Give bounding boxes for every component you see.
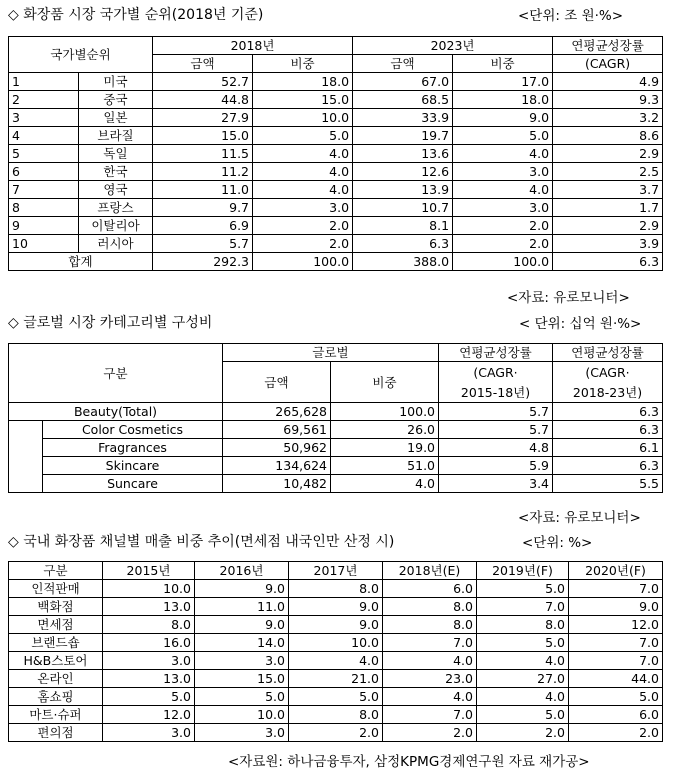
channel-row bbox=[9, 688, 663, 706]
s23-cell: 4.0 bbox=[453, 181, 553, 199]
beauty-total-cagr1: 5.7 bbox=[439, 403, 553, 421]
value-cell: 9.0 bbox=[289, 616, 383, 634]
share-cell: 4.0 bbox=[331, 475, 439, 493]
channel-share-table bbox=[8, 561, 663, 742]
value-cell: 8.0 bbox=[383, 598, 477, 616]
value-cell: 11.0 bbox=[195, 598, 289, 616]
cagr2-cell: 5.5 bbox=[553, 475, 663, 493]
total-a23: 388.0 bbox=[353, 253, 453, 271]
value-cell: 5.0 bbox=[195, 688, 289, 706]
country-ranking-table bbox=[8, 36, 663, 271]
header-cell: 2018년(E) bbox=[383, 562, 477, 580]
category-label: Fragrances bbox=[43, 439, 223, 457]
a18-cell: 11.0 bbox=[153, 181, 253, 199]
table3-header-row bbox=[9, 562, 663, 580]
country-row bbox=[9, 127, 663, 145]
channel-row bbox=[9, 652, 663, 670]
share-cell: 51.0 bbox=[331, 457, 439, 475]
s18-cell: 4.0 bbox=[253, 145, 353, 163]
category-label: Color Cosmetics bbox=[43, 421, 223, 439]
a23-cell: 33.9 bbox=[353, 109, 453, 127]
value-cell: 9.0 bbox=[195, 616, 289, 634]
value-cell: 5.0 bbox=[103, 688, 195, 706]
s23-cell: 18.0 bbox=[453, 91, 553, 109]
rank-cell: 6 bbox=[9, 163, 79, 181]
section2-source: <자료: 유로모니터> bbox=[518, 510, 641, 526]
header-2018: 2018년 bbox=[153, 37, 353, 55]
header-amount-2018: 금액 bbox=[153, 55, 253, 73]
header-cagr: 연평균성장률 bbox=[553, 37, 663, 55]
value-cell: 10.0 bbox=[195, 706, 289, 724]
a23-cell: 8.1 bbox=[353, 217, 453, 235]
channel-label: 백화점 bbox=[9, 598, 103, 616]
country-cell: 독일 bbox=[79, 145, 153, 163]
channel-row bbox=[9, 724, 663, 742]
amount-cell: 10,482 bbox=[223, 475, 331, 493]
header-share: 비중 bbox=[331, 362, 439, 403]
country-row bbox=[9, 217, 663, 235]
country-cell: 일본 bbox=[79, 109, 153, 127]
table2-total-row bbox=[9, 403, 663, 421]
value-cell: 2.0 bbox=[569, 724, 663, 742]
value-cell: 4.0 bbox=[289, 652, 383, 670]
value-cell: 21.0 bbox=[289, 670, 383, 688]
channel-label: 면세점 bbox=[9, 616, 103, 634]
country-row bbox=[9, 163, 663, 181]
channel-label: 마트·슈퍼 bbox=[9, 706, 103, 724]
cagr-cell: 4.9 bbox=[553, 73, 663, 91]
value-cell: 2.0 bbox=[383, 724, 477, 742]
s23-cell: 5.0 bbox=[453, 127, 553, 145]
s18-cell: 4.0 bbox=[253, 163, 353, 181]
value-cell: 5.0 bbox=[477, 580, 569, 598]
cagr1-cell: 3.4 bbox=[439, 475, 553, 493]
s23-cell: 4.0 bbox=[453, 145, 553, 163]
total-s18: 100.0 bbox=[253, 253, 353, 271]
total-a18: 292.3 bbox=[153, 253, 253, 271]
value-cell: 5.0 bbox=[569, 688, 663, 706]
indent-cell bbox=[9, 439, 43, 457]
a18-cell: 5.7 bbox=[153, 235, 253, 253]
total-s23: 100.0 bbox=[453, 253, 553, 271]
header-cagr-sub: (CAGR) bbox=[553, 55, 663, 73]
value-cell: 4.0 bbox=[383, 652, 477, 670]
country-row bbox=[9, 199, 663, 217]
value-cell: 15.0 bbox=[195, 670, 289, 688]
s23-cell: 3.0 bbox=[453, 199, 553, 217]
s23-cell: 2.0 bbox=[453, 235, 553, 253]
a23-cell: 10.7 bbox=[353, 199, 453, 217]
country-row bbox=[9, 73, 663, 91]
section3-title: ◇ 국내 화장품 채널별 매출 비중 추이(면세점 내국인만 산정 시) bbox=[8, 534, 395, 550]
channel-row bbox=[9, 598, 663, 616]
header-category: 구분 bbox=[9, 344, 223, 403]
country-cell: 브라질 bbox=[79, 127, 153, 145]
beauty-total-amount: 265,628 bbox=[223, 403, 331, 421]
country-row bbox=[9, 145, 663, 163]
section2-title: ◇ 글로벌 시장 카테고리별 구성비 bbox=[8, 315, 213, 331]
a18-cell: 11.2 bbox=[153, 163, 253, 181]
s18-cell: 18.0 bbox=[253, 73, 353, 91]
category-table bbox=[8, 343, 663, 493]
s18-cell: 3.0 bbox=[253, 199, 353, 217]
a18-cell: 11.5 bbox=[153, 145, 253, 163]
country-cell: 한국 bbox=[79, 163, 153, 181]
header-cell: 2019년(F) bbox=[477, 562, 569, 580]
cagr1-cell: 5.7 bbox=[439, 421, 553, 439]
value-cell: 13.0 bbox=[103, 670, 195, 688]
value-cell: 7.0 bbox=[383, 634, 477, 652]
a23-cell: 6.3 bbox=[353, 235, 453, 253]
country-cell: 중국 bbox=[79, 91, 153, 109]
category-row bbox=[9, 475, 663, 493]
s23-cell: 3.0 bbox=[453, 163, 553, 181]
section1-source: <자료: 유로모니터> bbox=[507, 290, 630, 306]
value-cell: 10.0 bbox=[103, 580, 195, 598]
value-cell: 44.0 bbox=[569, 670, 663, 688]
table1-total-row bbox=[9, 253, 663, 271]
country-cell: 미국 bbox=[79, 73, 153, 91]
value-cell: 9.0 bbox=[195, 580, 289, 598]
cagr-cell: 2.9 bbox=[553, 145, 663, 163]
share-cell: 19.0 bbox=[331, 439, 439, 457]
value-cell: 3.0 bbox=[103, 652, 195, 670]
cagr2-cell: 6.1 bbox=[553, 439, 663, 457]
a18-cell: 6.9 bbox=[153, 217, 253, 235]
cagr1-cell: 4.8 bbox=[439, 439, 553, 457]
section2-unit: < 단위: 십억 원·%> bbox=[519, 316, 642, 332]
cagr-cell: 2.5 bbox=[553, 163, 663, 181]
value-cell: 4.0 bbox=[477, 652, 569, 670]
header-cagr2-l1: 연평균성장률 bbox=[553, 344, 663, 362]
header-amount-2023: 금액 bbox=[353, 55, 453, 73]
rank-cell: 3 bbox=[9, 109, 79, 127]
value-cell: 14.0 bbox=[195, 634, 289, 652]
header-cell: 2015년 bbox=[103, 562, 195, 580]
header-cagr2-l3: 2018-23년) bbox=[553, 382, 663, 403]
a23-cell: 13.9 bbox=[353, 181, 453, 199]
country-row bbox=[9, 181, 663, 199]
rank-cell: 4 bbox=[9, 127, 79, 145]
section1-unit: <단위: 조 원·%> bbox=[518, 8, 624, 24]
header-cagr1-l3: 2015-18년) bbox=[439, 382, 553, 403]
value-cell: 8.0 bbox=[383, 616, 477, 634]
cagr2-cell: 6.3 bbox=[553, 421, 663, 439]
rank-cell: 5 bbox=[9, 145, 79, 163]
table1-header-row-1 bbox=[9, 37, 663, 55]
indent-cell bbox=[9, 421, 43, 439]
section3-source: <자료원: 하나금융투자, 삼정KPMG경제연구원 자료 재가공> bbox=[228, 754, 590, 770]
cagr1-cell: 5.9 bbox=[439, 457, 553, 475]
s18-cell: 5.0 bbox=[253, 127, 353, 145]
total-label: 합계 bbox=[9, 253, 153, 271]
value-cell: 8.0 bbox=[103, 616, 195, 634]
value-cell: 12.0 bbox=[103, 706, 195, 724]
a18-cell: 9.7 bbox=[153, 199, 253, 217]
value-cell: 9.0 bbox=[289, 598, 383, 616]
rank-cell: 9 bbox=[9, 217, 79, 235]
cagr-cell: 2.9 bbox=[553, 217, 663, 235]
header-cell: 구분 bbox=[9, 562, 103, 580]
amount-cell: 134,624 bbox=[223, 457, 331, 475]
s23-cell: 17.0 bbox=[453, 73, 553, 91]
channel-row bbox=[9, 670, 663, 688]
header-cell: 2016년 bbox=[195, 562, 289, 580]
indent-cell bbox=[9, 457, 43, 475]
a23-cell: 67.0 bbox=[353, 73, 453, 91]
cagr-cell: 3.2 bbox=[553, 109, 663, 127]
a18-cell: 52.7 bbox=[153, 73, 253, 91]
channel-row bbox=[9, 706, 663, 724]
value-cell: 3.0 bbox=[103, 724, 195, 742]
channel-label: 인적판매 bbox=[9, 580, 103, 598]
a23-cell: 19.7 bbox=[353, 127, 453, 145]
header-cagr1-l1: 연평균성장률 bbox=[439, 344, 553, 362]
header-rank-country: 국가별순위 bbox=[9, 37, 153, 73]
s18-cell: 15.0 bbox=[253, 91, 353, 109]
a23-cell: 12.6 bbox=[353, 163, 453, 181]
category-row bbox=[9, 439, 663, 457]
beauty-total-cagr2: 6.3 bbox=[553, 403, 663, 421]
value-cell: 8.0 bbox=[289, 706, 383, 724]
section3-unit: <단위: %> bbox=[522, 535, 593, 551]
rank-cell: 2 bbox=[9, 91, 79, 109]
amount-cell: 50,962 bbox=[223, 439, 331, 457]
a18-cell: 44.8 bbox=[153, 91, 253, 109]
value-cell: 6.0 bbox=[569, 706, 663, 724]
cagr-cell: 8.6 bbox=[553, 127, 663, 145]
indent-cell bbox=[9, 475, 43, 493]
rank-cell: 10 bbox=[9, 235, 79, 253]
value-cell: 12.0 bbox=[569, 616, 663, 634]
header-cagr2-l2: (CAGR· bbox=[553, 362, 663, 383]
country-cell: 영국 bbox=[79, 181, 153, 199]
cagr-cell: 9.3 bbox=[553, 91, 663, 109]
channel-label: 편의점 bbox=[9, 724, 103, 742]
value-cell: 5.0 bbox=[289, 688, 383, 706]
value-cell: 2.0 bbox=[289, 724, 383, 742]
channel-row bbox=[9, 616, 663, 634]
a23-cell: 13.6 bbox=[353, 145, 453, 163]
beauty-total-share: 100.0 bbox=[331, 403, 439, 421]
value-cell: 5.0 bbox=[477, 634, 569, 652]
s18-cell: 2.0 bbox=[253, 217, 353, 235]
value-cell: 2.0 bbox=[477, 724, 569, 742]
category-label: Suncare bbox=[43, 475, 223, 493]
channel-row bbox=[9, 580, 663, 598]
category-row bbox=[9, 457, 663, 475]
value-cell: 7.0 bbox=[477, 598, 569, 616]
value-cell: 7.0 bbox=[383, 706, 477, 724]
value-cell: 4.0 bbox=[477, 688, 569, 706]
s18-cell: 4.0 bbox=[253, 181, 353, 199]
value-cell: 16.0 bbox=[103, 634, 195, 652]
value-cell: 8.0 bbox=[289, 580, 383, 598]
country-cell: 프랑스 bbox=[79, 199, 153, 217]
header-global: 글로벌 bbox=[223, 344, 439, 362]
country-row bbox=[9, 91, 663, 109]
channel-label: 브랜드숍 bbox=[9, 634, 103, 652]
a18-cell: 15.0 bbox=[153, 127, 253, 145]
value-cell: 9.0 bbox=[569, 598, 663, 616]
header-cell: 2017년 bbox=[289, 562, 383, 580]
cagr-cell: 3.7 bbox=[553, 181, 663, 199]
amount-cell: 69,561 bbox=[223, 421, 331, 439]
channel-label: H&B스토어 bbox=[9, 652, 103, 670]
cagr-cell: 3.9 bbox=[553, 235, 663, 253]
value-cell: 27.0 bbox=[477, 670, 569, 688]
header-cell: 2020년(F) bbox=[569, 562, 663, 580]
cagr-cell: 1.7 bbox=[553, 199, 663, 217]
beauty-total-label: Beauty(Total) bbox=[9, 403, 223, 421]
channel-label: 온라인 bbox=[9, 670, 103, 688]
country-cell: 이탈리아 bbox=[79, 217, 153, 235]
rank-cell: 8 bbox=[9, 199, 79, 217]
rank-cell: 1 bbox=[9, 73, 79, 91]
value-cell: 5.0 bbox=[477, 706, 569, 724]
rank-cell: 7 bbox=[9, 181, 79, 199]
country-row bbox=[9, 235, 663, 253]
s18-cell: 2.0 bbox=[253, 235, 353, 253]
s23-cell: 9.0 bbox=[453, 109, 553, 127]
value-cell: 7.0 bbox=[569, 652, 663, 670]
value-cell: 23.0 bbox=[383, 670, 477, 688]
channel-row bbox=[9, 634, 663, 652]
value-cell: 8.0 bbox=[477, 616, 569, 634]
value-cell: 10.0 bbox=[289, 634, 383, 652]
value-cell: 7.0 bbox=[569, 634, 663, 652]
value-cell: 3.0 bbox=[195, 724, 289, 742]
value-cell: 4.0 bbox=[383, 688, 477, 706]
s18-cell: 10.0 bbox=[253, 109, 353, 127]
country-row bbox=[9, 109, 663, 127]
channel-label: 홈쇼핑 bbox=[9, 688, 103, 706]
total-cagr: 6.3 bbox=[553, 253, 663, 271]
category-row bbox=[9, 421, 663, 439]
a23-cell: 68.5 bbox=[353, 91, 453, 109]
header-share-2018: 비중 bbox=[253, 55, 353, 73]
share-cell: 26.0 bbox=[331, 421, 439, 439]
header-cagr1-l2: (CAGR· bbox=[439, 362, 553, 383]
category-label: Skincare bbox=[43, 457, 223, 475]
header-amount: 금액 bbox=[223, 362, 331, 403]
header-share-2023: 비중 bbox=[453, 55, 553, 73]
value-cell: 3.0 bbox=[195, 652, 289, 670]
a18-cell: 27.9 bbox=[153, 109, 253, 127]
header-2023: 2023년 bbox=[353, 37, 553, 55]
s23-cell: 2.0 bbox=[453, 217, 553, 235]
table2-header-row-1 bbox=[9, 344, 663, 362]
value-cell: 7.0 bbox=[569, 580, 663, 598]
section1-title: ◇ 화장품 시장 국가별 순위(2018년 기준) bbox=[8, 7, 264, 23]
value-cell: 13.0 bbox=[103, 598, 195, 616]
cagr2-cell: 6.3 bbox=[553, 457, 663, 475]
value-cell: 6.0 bbox=[383, 580, 477, 598]
country-cell: 러시아 bbox=[79, 235, 153, 253]
